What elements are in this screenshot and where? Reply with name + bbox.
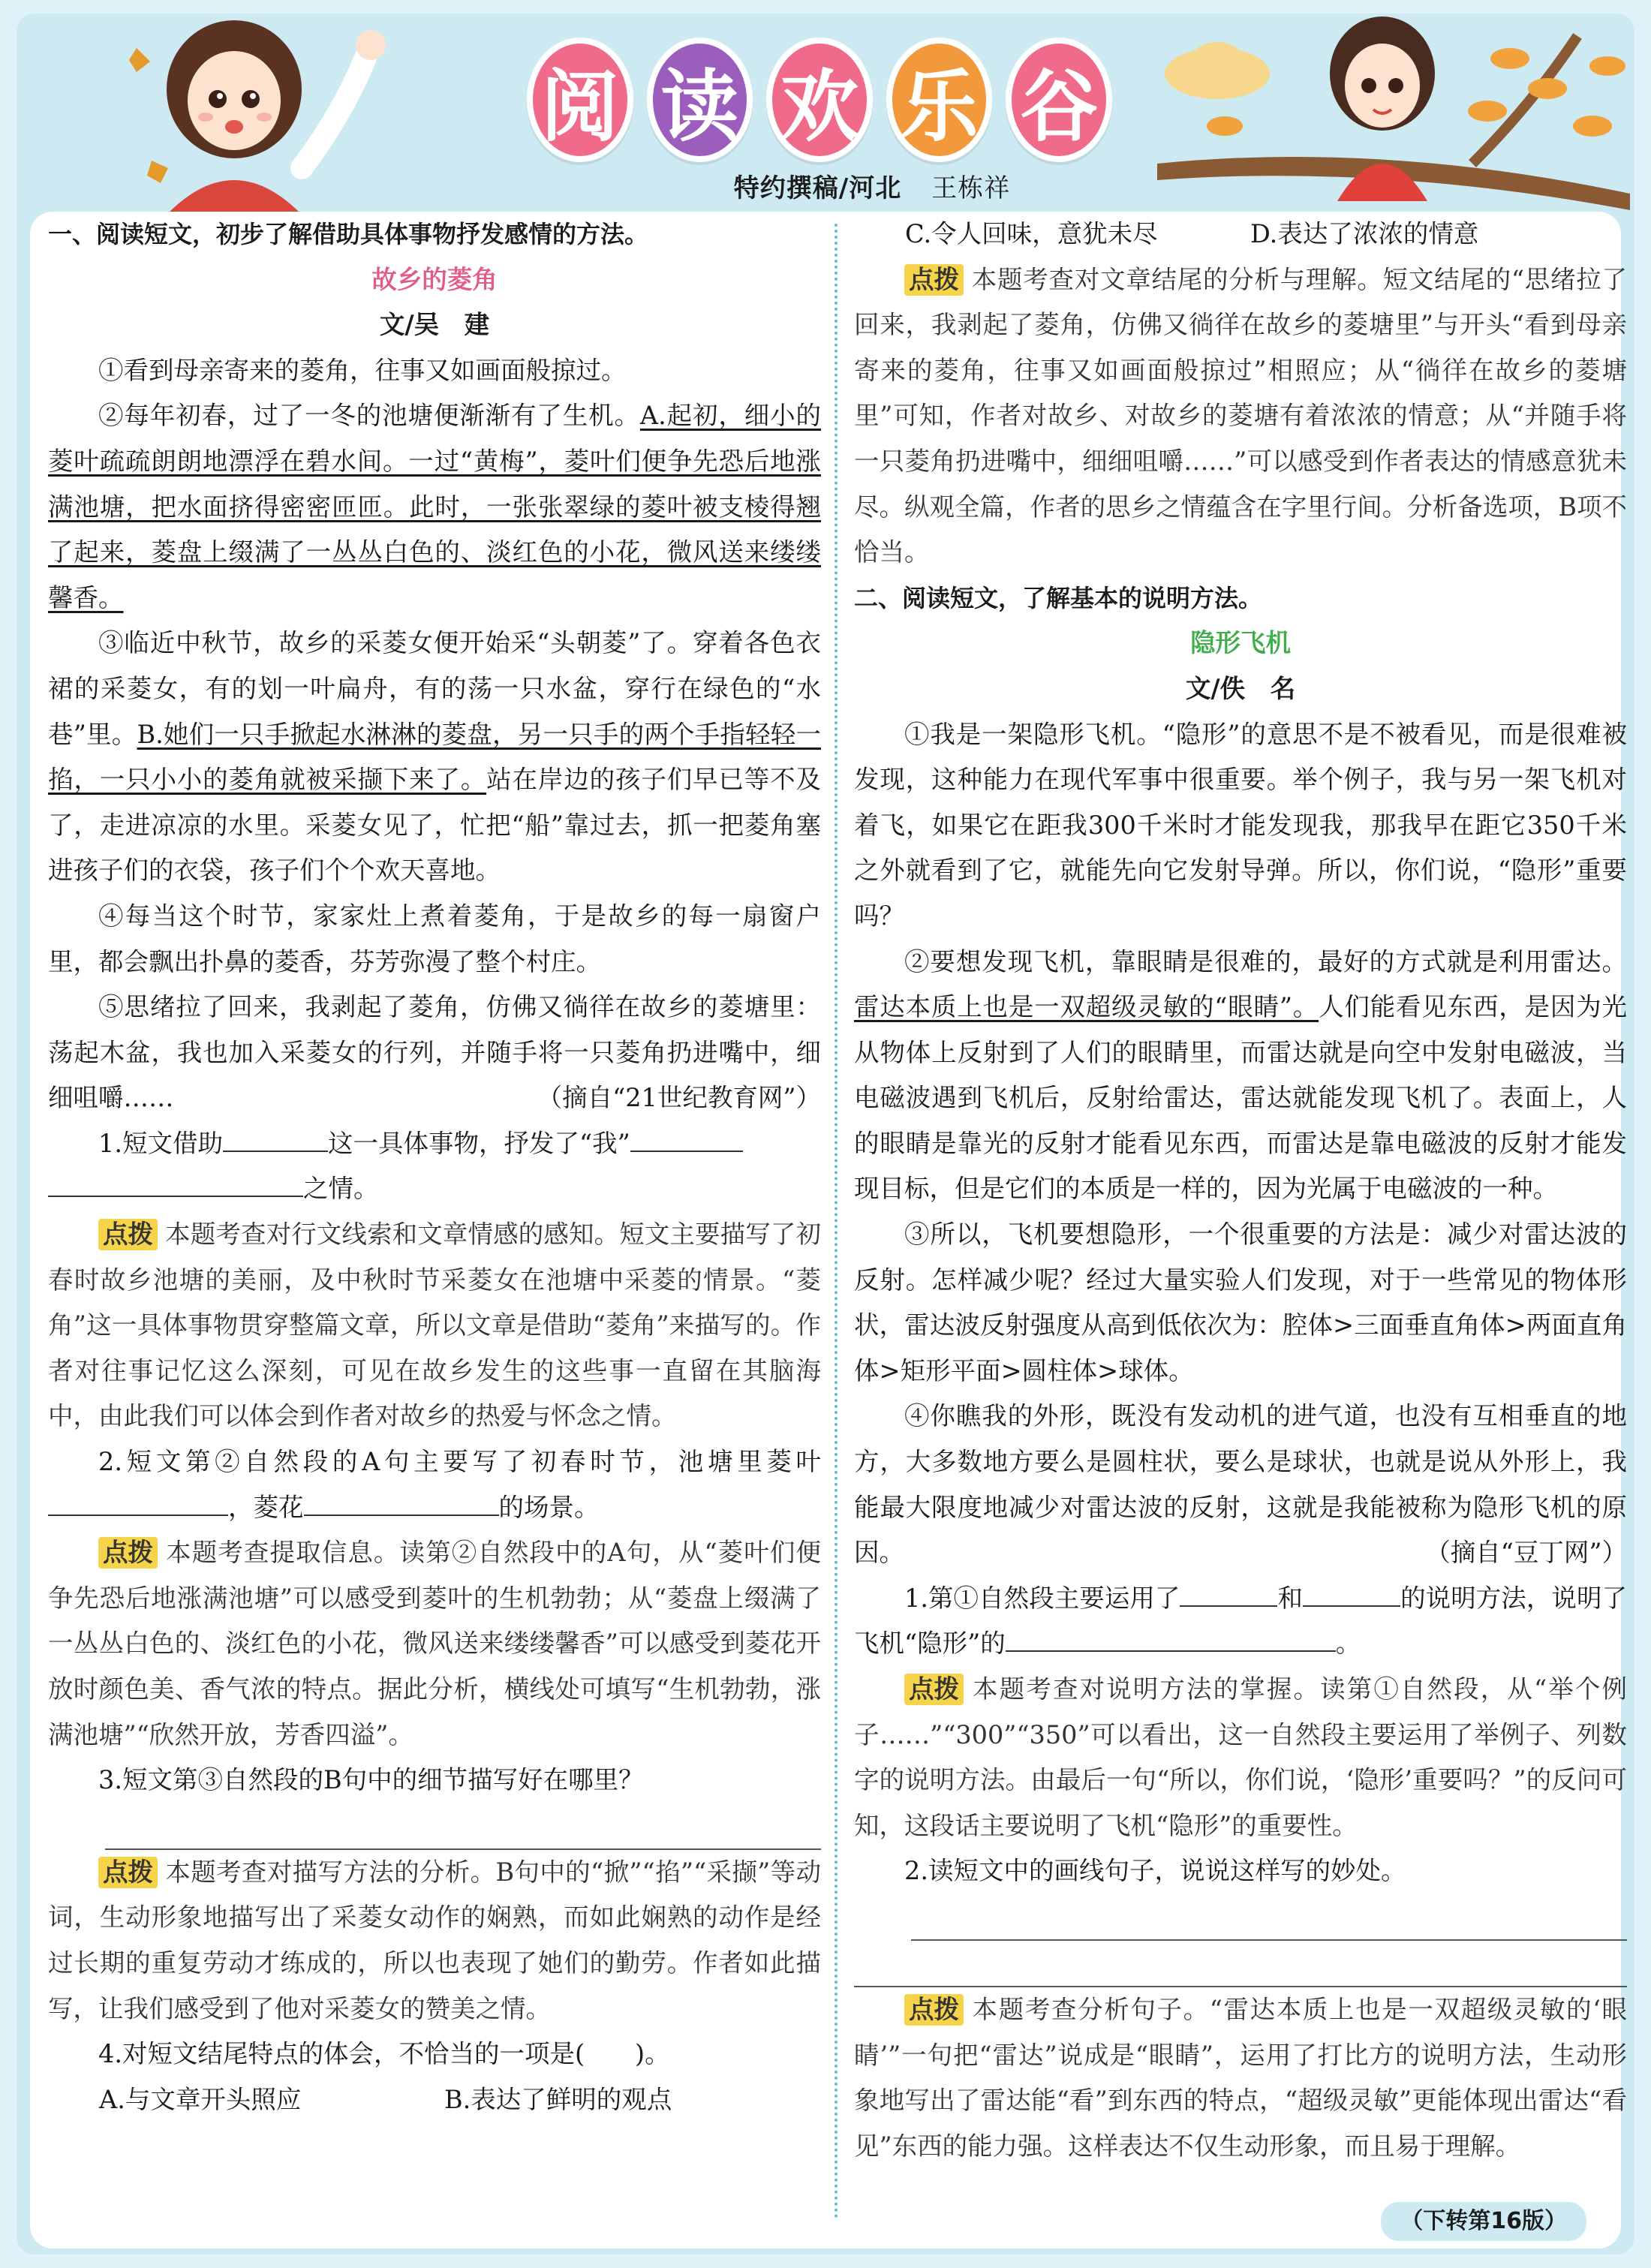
article1-title: 故乡的菱角 [371,264,498,294]
tip-text: 本题考查对文章结尾的分析与理解。短文结尾的“思绪拉了回来，我剥起了菱角，仿佛又徜徉在故乡的菱塘里”与开头“看到母亲寄来的菱角，往事又如画面般掠过”相照应；从“徜徉在故乡的菱塘里”可知，作者对故乡、对故乡的菱塘有着浓浓的情意；从“并随手将一只菱角扔进嘴中，细细咀嚼……”可以感受到作者表达的情感意犹未尽。纵观全篇，作者的思乡之情蕴含在字里行间。分析备选项，B项不恰当。 [854,264,1627,567]
tip-label: 点拨 [904,1674,964,1705]
question-text: 这一具体事物，抒发了“我” [327,1128,630,1158]
question-text: 之情。 [303,1174,379,1204]
answer-blank[interactable] [48,1489,228,1516]
paragraph-text: ⑤思绪拉了回来，我剥起了菱角，仿佛又徜徉在故乡的菱塘里：荡起木盆，我也加入采菱女的行列，并随手将一只菱角扔进嘴中，细细咀嚼…… [48,992,821,1113]
article1-source: （摘自“21世纪教育网”） [537,1083,821,1113]
article2-paragraph-4 [854,1394,1627,1575]
article1-paragraph-1: ①看到母亲寄来的菱角，往事又如画面般掠过。 [98,355,627,385]
tip-text: 本题考查提取信息。读第②自然段中的A句，从“菱叶们便争先恐后地涨满池塘”可以感受到菱叶的生机勃勃；从“菱盘上缀满了一丛丛白色的、淡红色的小花，微风送来缕缕馨香”可以感受到菱花开放时颜色美、香气浓的特点。据此分析，横线处可填写“生机勃勃，涨满池塘”“欣然开放，芳香四溢”。 [48,1538,821,1749]
masthead-title [527,44,1112,156]
option-a[interactable]: A.与文章开头照应 [99,2084,302,2114]
tip-label: 点拨 [98,1219,158,1250]
left-column [48,212,821,2122]
question-text: 的场景。 [498,1492,600,1522]
tip-r2 [854,1987,1627,2169]
question-4-options-cont [854,212,1627,257]
paragraph-text: 站在岸边的孩子们早已等不及了，走进凉凉的水里。采菱女见了，忙把“船”靠过去，抓一把菱角塞进孩子们的衣袋，孩子们个个欢天喜地。 [48,765,822,886]
section1-heading: 一、阅读短文，初步了解借助具体事物抒发感情的方法。 [48,220,649,248]
tip-label: 点拨 [904,1994,964,2026]
continue-note: （下转第16版） [1381,2202,1586,2241]
question-1 [48,1121,821,1167]
tip-text: 本题考查对描写方法的分析。B句中的“掀”“掐”“采撷”等动词，生动形象地描写出了采菱女动作的娴熟，而如此娴熟的动作是经过长期的重复劳动才练成的，所以也表现了她们的勤劳。作者如此描写，让我们感受到了他对采菱女的赞美之情。 [48,1857,821,2023]
article2-source: （摘自“豆丁网”） [1425,1538,1627,1568]
answer-blank[interactable] [630,1125,743,1152]
question-text: 1.第①自然段主要运用了 [904,1583,1180,1613]
tip-text: 本题考查对行文线索和文章情感的感知。短文主要描写了初春时故乡池塘的美丽，及中秋时节采菱女在池塘中采菱的情景。“菱角”这一具体事物贯穿整篇文章，所以文章是借助“菱角”来描写的。作者对往事记忆这么深刻，可见在故乡发生的这些事一直留在其脑海中，由此我们可以体会到作者对故乡的热爱与怀念之情。 [48,1220,821,1431]
option-b[interactable]: B.表达了鲜明的观点 [444,2084,672,2114]
question-4-options [48,2077,821,2123]
article1-author: 文/吴 建 [379,310,490,340]
underlined-sentence-b: B.她们一只手掀起水淋淋的菱盘，另一只手的两个手指轻轻一掐，一只小小的菱角就被采撷下来了。 [48,719,821,795]
question-text: 的说明方法，说明了飞机“隐形”的 [854,1583,1627,1659]
question-text: 2.短文第②自然段的A句主要写了初春时节，池塘里菱叶 [98,1447,821,1477]
article2-paragraph-1: ①我是一架隐形飞机。“隐形”的意思不是不被看见，而是很难被发现，这种能力在现代军事中很重要。举个例子，我与另一架飞机对着飞，如果它在距我300千米时才能发现我，那我早在距它350千米之外就看到了它，就能先向它发射导弹。所以，你们说，“隐形”重要吗？ [854,719,1627,931]
question-text: 1.短文借助 [98,1128,223,1158]
title-char: 乐 [886,38,993,162]
byline-label: 特约撰稿/河北 [733,173,902,203]
section2-heading: 二、阅读短文，了解基本的说明方法。 [854,583,1263,612]
byline-author: 王栋祥 [931,173,1011,203]
article1-paragraph-4: ④每当这个时节，家家灶上煮着菱角，于是故乡的每一扇窗户里，都会飘出扑鼻的菱香，芬芳弥漫了整个村庄。 [48,901,821,976]
tip-label: 点拨 [98,1537,158,1569]
answer-blank[interactable] [1180,1580,1277,1607]
question-1-cont [48,1166,821,1212]
article2-paragraph-2 [854,940,1627,1213]
answer-line[interactable] [105,1803,821,1850]
article2-author: 文/佚 名 [1185,673,1296,703]
byline [677,167,1067,204]
underlined-sentence-a: A.起初，细小的菱叶疏疏朗朗地漂浮在碧水间。一过“黄梅”，菱叶们便争先恐后地涨满池塘，把水面挤得密密匝匝。此时，一张张翠绿的菱叶被支棱得翘了起来，菱盘上缀满了一丛丛白色的、淡红色的小花，微风送来缕缕馨香。 [48,401,822,612]
title-char: 欢 [766,38,873,162]
tip-1 [48,1212,821,1439]
question-r1 [854,1576,1627,1667]
underlined-sentence: 雷达本质上也是一双超级灵敏的“眼睛”。 [854,992,1319,1022]
tip-r1 [854,1667,1627,1848]
article1-paragraph-5 [48,985,821,1121]
question-text: 。 [1335,1629,1361,1659]
girl-waving-illustration [122,18,407,215]
answer-line[interactable] [911,1894,1627,1941]
answer-blank[interactable] [48,1170,303,1197]
content-panel [30,212,1627,2248]
question-text: 和 [1277,1583,1304,1613]
paragraph-text: 人们能看见东西，是因为光从物体上反射到了人们的眼睛里，而雷达就是向空中发射电磁波，当电磁波遇到飞机后，反射给雷达，雷达就能发现飞机了。表面上，人的眼睛是靠光的反射才能看见东西，而雷达是靠电磁波的反射才能发现目标，但是它们的本质是一样的，因为光属于电磁波的一种。 [854,992,1627,1204]
question-text: ，菱花 [228,1492,304,1522]
option-c[interactable]: C.令人回味，意犹未尽 [905,219,1158,248]
tip-label: 点拨 [904,264,964,296]
article2-title: 隐形飞机 [1190,628,1291,658]
answer-line[interactable] [854,1941,1627,1987]
tip-text: 本题考查分析句子。“雷达本质上也是一双超级灵敏的‘眼睛’”一句把“雷达”说成是“眼睛”，运用了打比方的说明方法，生动形象地写出了雷达能“看”到东西的特点，“超级灵敏”更能体现出雷达“看见”东西的能力强。这样表达不仅生动形象，而且易于理解。 [854,1994,1627,2161]
article1-paragraph-2 [48,393,821,621]
tip-text: 本题考查对说明方法的掌握。读第①自然段，从“举个例子……”“300”“350”可以看出，这一自然段主要运用了举例子、列数字的说明方法。由最后一句“所以，你们说，‘隐形’重要吗？”的反问可知，这段话主要说明了飞机“隐形”的重要性。 [854,1674,1627,1840]
tip-3 [48,1850,821,2032]
tip-label: 点拨 [98,1857,158,1888]
question-r2: 2.读短文中的画线句子，说说这样写的妙处。 [904,1856,1406,1886]
answer-blank[interactable] [1006,1625,1336,1652]
tip-4 [854,257,1627,576]
paragraph-text: ②每年初春，过了一冬的池塘便渐渐有了生机。 [98,401,640,431]
answer-blank[interactable] [304,1489,499,1516]
question-3: 3.短文第③自然段的B句中的细节描写好在哪里？ [98,1765,644,1795]
answer-blank[interactable] [223,1125,328,1152]
answer-blank[interactable] [1303,1580,1400,1607]
column-divider [835,224,838,2220]
option-d[interactable]: D.表达了浓浓的情意 [1250,219,1479,248]
article2-paragraph-3: ③所以，飞机要想隐形，一个很重要的方法是：减少对雷达波的反射。怎样减少呢？经过大量实验人们发现，对于一些常见的物体形状，雷达波反射强度从高到低依次为：腔体>三面垂直角体>两面直角体>矩形平面>圆柱体>球体。 [854,1220,1627,1385]
paragraph-text: ④你瞧我的外形，既没有发动机的进气道，也没有互相垂直的地方，大多数地方要么是圆柱状，要么是球状，也就是说从外形上，我能最大限度地减少对雷达波的反射，这就是我能被称为隐形飞机的原因。 [854,1401,1627,1568]
paragraph-text: ③临近中秋节，故乡的采菱女便开始采“头朝菱”了。穿着各色衣裙的采菱女，有的划一叶扁舟，有的荡一只水盆，穿行在绿色的“水巷”里。 [48,628,821,749]
article1-paragraph-3 [48,621,821,894]
title-char: 谷 [1006,38,1112,162]
girl-on-branch-illustration [1157,14,1630,216]
tip-2 [48,1530,821,1758]
right-column [854,212,1627,2169]
title-char: 读 [647,38,753,162]
question-2 [48,1439,821,1530]
paragraph-text: ②要想发现飞机，靠眼睛是很难的，最好的方式就是利用雷达。 [904,946,1627,976]
title-char: 阅 [527,38,633,162]
page-header [17,14,1634,216]
question-4: 4.对短文结尾特点的体会，不恰当的一项是( )。 [98,2039,670,2069]
